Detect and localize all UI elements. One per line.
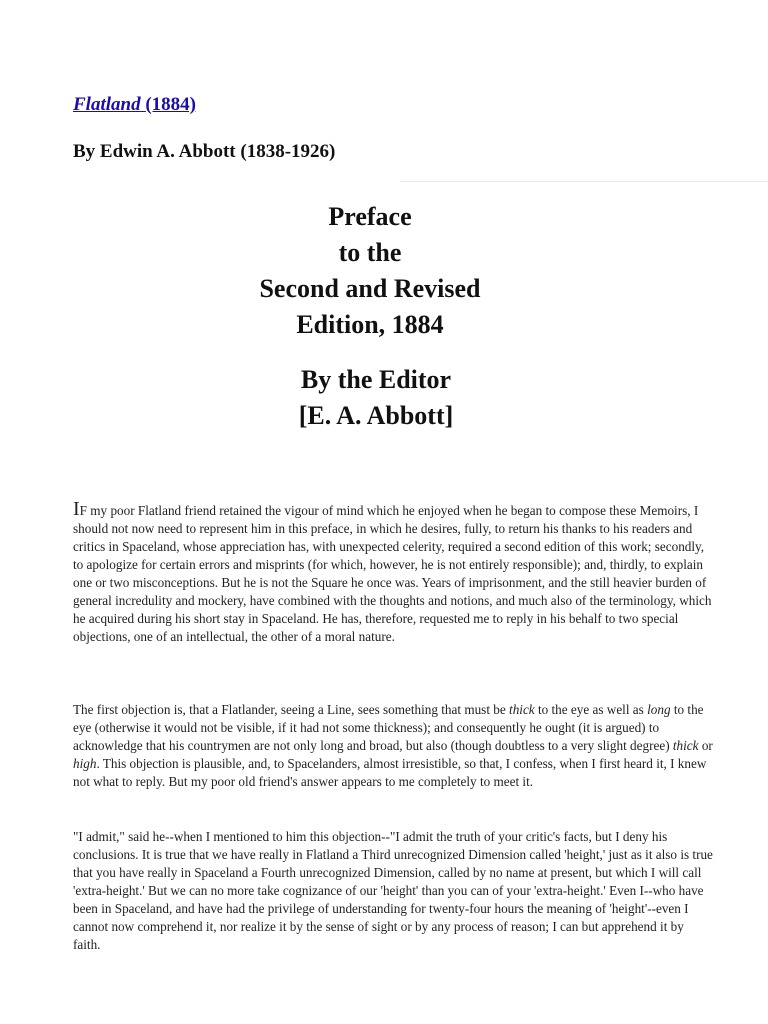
paragraph-2 — [73, 701, 713, 791]
p2-emphasis-long: long — [647, 702, 671, 717]
p2-segment-d: . This objection is plausible, and, to Spacelanders, almost irresistible, so that, I confess, when I first heard it, I knew not what to reply. But my poor old friend's answer appears to me completely to meet it. — [73, 756, 707, 789]
paragraph-1 — [73, 500, 713, 646]
paragraph-3: "I admit," said he--when I mentioned to him this objection--"I admit the truth of your critic's facts, but I deny his conclusions. It is true that we have really in Flatland a Third unrecognized Dimension called 'height,' just as it also is true that you have really in Spaceland a Fourth unrecognized Dimension, called by no name at present, but which I will call 'extra-height.' But we can no more take cognizance of our 'height' than you can of your 'extra-height.' Even I--who have been in Spaceland, and have had the privilege of understanding for twenty-four hours the meaning of 'height'--even I cannot now comprehend it, nor realize it by the sense of sight or by any process of reason; I can but apprehend it by faith. — [73, 829, 713, 952]
editor-heading — [0, 362, 760, 434]
editor-line-1: By the Editor — [300, 365, 452, 394]
author-line: By Edwin A. Abbott (1838-1926) — [73, 141, 336, 162]
divider — [400, 181, 768, 182]
p2-emphasis-thick: thick — [509, 702, 535, 717]
book-title — [73, 94, 196, 116]
preface-line-4: Edition, 1884 — [296, 310, 444, 339]
preface-line-3: Second and Revised — [259, 274, 481, 303]
p2-segment-b: to the eye as well as — [534, 702, 648, 717]
editor-line-2: [E. A. Abbott] — [298, 401, 454, 430]
title-link[interactable]: Flatland (1884) — [73, 94, 196, 115]
p2-segment-c: to the eye (otherwise it would not be visible, if it had not some thickness); and consequently he ought (it is argued) to acknowledge that his countrymen are not only long and broad, but also (though doubtless to a very slight degree) — [73, 702, 704, 753]
preface-heading — [0, 199, 754, 343]
p2-emphasis-thick-2: thick — [672, 738, 699, 753]
preface-line-2: to the — [338, 238, 402, 267]
paragraph-1-text: F my poor Flatland friend retained the vigour of mind which he enjoyed when he began to compose these Memoirs, I should not now need to represent him in this preface, in which he desires, fully, to return his thanks to his readers and critics in Spaceland, whose appreciation has, with unexpected celerity, required a second edition of this work; secondly, to apologize for certain errors and misprints (for which, however, he is not entirely responsible); and, thirdly, to explain one or two misconceptions. But he is not the Square he once was. Years of imprisonment, and the still heavier burden of general incredulity and mockery, have combined with the thoughts and notions, and much also of the terminology, which he acquired during his short stay in Spaceland. He has, therefore, requested me to reply in his behalf to two special objections, one of an intellectual, the other of a moral nature. — [73, 503, 712, 644]
preface-line-1: Preface — [328, 202, 412, 231]
p2-segment-or: or — [698, 738, 713, 753]
p2-segment-a: The first objection is, that a Flatlander, seeing a Line, sees something that must be — [73, 702, 510, 717]
p2-emphasis-high: high — [73, 756, 97, 771]
drop-cap: I — [73, 498, 80, 520]
